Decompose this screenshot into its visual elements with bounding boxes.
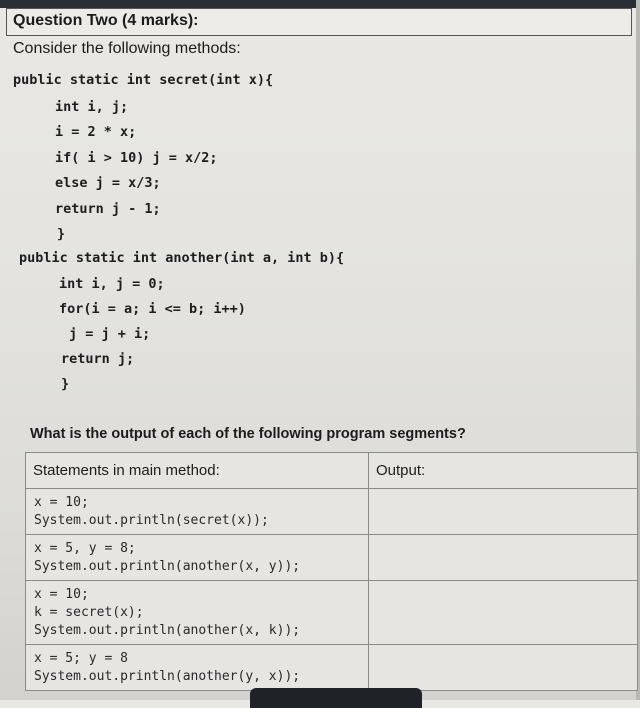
statement-line: x = 5, y = 8; [34,541,136,556]
bottom-overlay-tab [250,688,422,708]
statement-line: System.out.println(another(x, k)); [34,623,301,638]
another-signature: public static int another(int a, int b){ [19,250,345,266]
statement-line: System.out.println(another(y, x)); [34,669,301,684]
statement-line: System.out.println(another(x, y)); [34,559,301,574]
code-line: j = j + i; [69,326,151,342]
table-row [26,535,638,581]
code-line: i = 2 * x; [55,124,137,140]
statement-line: x = 10; [34,587,89,602]
statement-cell [26,489,369,535]
code-line: if( i > 10) j = x/2; [55,150,218,166]
instruction-text: Consider the following methods: [13,40,241,57]
table-header-row [26,453,638,489]
question-title: Question Two (4 marks): [13,12,199,29]
table-row [26,581,638,645]
answer-table [25,452,638,691]
secret-signature: public static int secret(int x){ [13,72,274,88]
code-line: int i, j; [55,99,129,115]
code-line: return j; [61,351,135,367]
table-row [26,489,638,535]
question-prompt: What is the output of each of the following program segments? [30,426,466,442]
statement-line: System.out.println(secret(x)); [34,513,269,528]
output-cell[interactable] [369,535,638,581]
statement-cell [26,581,369,645]
output-cell[interactable] [369,489,638,535]
statement-line: x = 10; [34,495,89,510]
statement-line: k = secret(x); [34,605,144,620]
statements-header: Statements in main method: [26,453,369,489]
output-header: Output: [369,453,638,489]
code-line: else j = x/3; [55,175,161,191]
code-line: return j - 1; [55,201,161,217]
statement-line: x = 5; y = 8 [34,651,128,666]
output-cell[interactable] [369,581,638,645]
statement-cell [26,535,369,581]
closing-brace: } [57,226,66,242]
code-line: int i, j = 0; [59,276,165,292]
photo-top-edge [0,0,640,8]
closing-brace: } [61,376,70,392]
statement-cell [26,645,369,691]
output-cell[interactable] [369,645,638,691]
code-line: for(i = a; i <= b; i++) [59,301,246,317]
table-row [26,645,638,691]
